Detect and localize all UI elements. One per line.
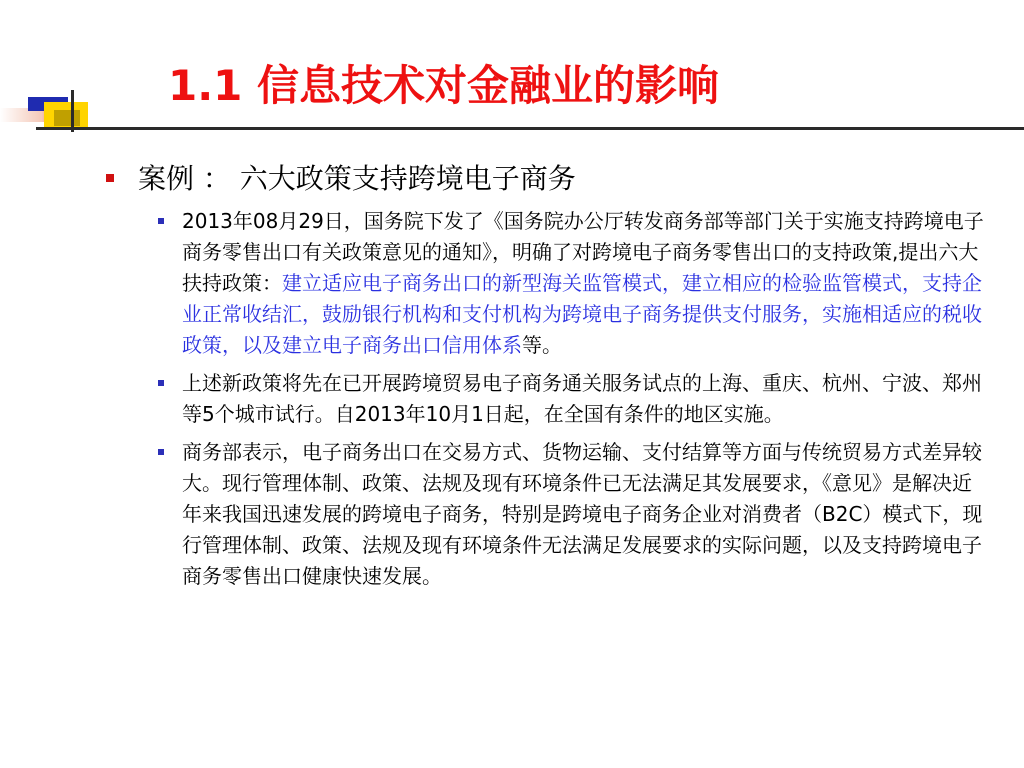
point-1-highlight: 建立适应电子商务出口的新型海关监管模式，建立相应的检验监管模式，支持企业正常收结汇，鼓励银行机构和支付机构为跨境电子商务提供支付服务，实施相适应的税收政策，以及建立电子商务出口信用体系 <box>182 271 982 357</box>
list-item <box>156 437 984 592</box>
point-3-text: 商务部表示，电子商务出口在交易方式、货物运输、支付结算等方面与传统贸易方式差异较大。现行管理体制、政策、法规及现有环境条件已无法满足其发展要求，《意见》是解决近年来我国迅速发展的跨境电子商务，特别是跨境电子商务企业对消费者（B2C）模式下，现行管理体制、政策、法规及现有环境条件无法满足发展要求的实际问题，以及支持跨境电子商务零售出口健康快速发展。 <box>182 440 983 588</box>
list-item <box>156 368 984 430</box>
case-heading: 案例 ： 六大政策支持跨境电子商务 <box>138 162 576 195</box>
point-2-text: 上述新政策将先在已开展跨境贸易电子商务通关服务试点的上海、重庆、杭州、宁波、郑州等5个城市试行。自2013年10月1日起，在全国有条件的地区实施。 <box>182 371 982 426</box>
square-bullet-icon <box>158 218 164 224</box>
point-1-tail: 等。 <box>522 333 562 357</box>
square-bullet-icon <box>158 380 164 386</box>
list-item <box>156 206 984 361</box>
square-bullet-icon <box>106 174 114 182</box>
slide-body <box>104 160 984 599</box>
title-underline <box>36 127 1024 130</box>
ornament-yellow-shadow <box>54 110 80 126</box>
ornament-vertical-line <box>71 90 74 132</box>
slide-title: 1.1 信息技术对金融业的影响 <box>168 61 720 110</box>
square-bullet-icon <box>158 449 164 455</box>
heading-item <box>104 160 984 198</box>
point-1-text: 2013年08月29日，国务院下发了《国务院办公厅转发商务部等部门关于实施支持跨境电子商务零售出口有关政策意见的通知》，明确了对跨境电子商务零售出口的支持政策,提出六大扶持政策： <box>182 209 984 295</box>
